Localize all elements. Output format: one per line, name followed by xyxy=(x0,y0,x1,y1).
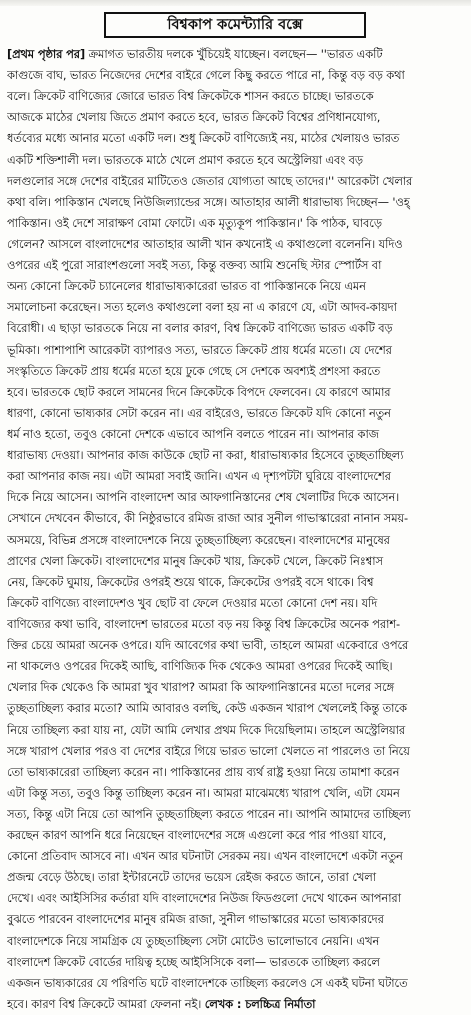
article-line: বলে। ক্রিকেট বাণিজ্যের জোরে ভারত বিশ্ব ক্রিকেটকে শাসন করতে চাচ্ছে। ভারতকে xyxy=(7,89,374,104)
article-lines xyxy=(7,65,465,994)
article-body xyxy=(7,44,465,1015)
article-line: এটা কিন্তু সত্য, তবুও কিন্তু তাচ্ছিল্য করেন না। আমরা মাঝেমধ্যে খারাপ খেলি, এটা যেমন xyxy=(7,785,400,800)
article-line: ওপরের এই পুরো সারাংশগুলো সবই সত্য, কিন্তু বক্তব্য আমি শুনেছি স্টার স্পোর্টস বা xyxy=(7,258,382,273)
article-line: বাণিজ্যের কথা ভাবি, বাংলাদেশ ভারতের মতো বড় নয় কিন্তু বিশ্ব ক্রিকেটের অনেক পরাশ- xyxy=(7,616,400,631)
article-last-line xyxy=(7,994,465,1015)
article-line: তুচ্ছতাচ্ছিল্য করার মতো? আমি আবারও বলছি, কেউ একজন খারাপ খেললেই কিন্তু তাকে xyxy=(7,701,407,716)
article-line: সত্য, কিন্তু এটা নিয়ে তো আপনি তুচ্ছতাচ্ছিল্য করতে পারেন না। আপনি আমাদের তাচ্ছিল্য xyxy=(7,806,411,821)
article-line: সমালোচনা করেছেন। সত্য হলেও কথাগুলো বলা হয় না এ কারণে যে, এটা আদব-কায়দা xyxy=(7,300,397,315)
article-line: খেলার দিক থেকেও কি আমরা খুব খারাপ? আমরা কি আফগানিস্তানের মতো দলের সঙ্গে xyxy=(7,680,395,695)
article-line: দলগুলোর সঙ্গে দেশের বাইরের মাটিতেও জেতার যোগ্যতা আছে তাদের।'' আরেকটা খেলার xyxy=(7,173,413,188)
article-line: ধর্তব্যের মধ্যে আনার মতো একটি দল। শুধু ক্রিকেট বাণিজ্যেই নয়, মাঠের খেলায়ও ভারত xyxy=(7,131,400,146)
article-line: গেলেন? আসলে বাংলাদেশের আতাহার আলী খান কখনোই এ কথাগুলো বলেননি। যদিও xyxy=(7,236,403,251)
article-line: হবে। ভারতকে ছোট করলে সামনের দিনে ক্রিকেটকে বিপদে ফেলবেন। যে কারণে আমার xyxy=(7,384,391,399)
article-line: আজকে মাঠের খেলায় জিতে প্রমাণ করতে হবে, ভারত ক্রিকেট বিশ্বের প্রণিধানযোগ্য, xyxy=(7,110,381,125)
article-line: করছেন কারণ আপনি ধরে নিয়েছেন বাংলাদেশের সঙ্গে এগুলো করে পার পাওয়া যাবে, xyxy=(7,828,387,843)
article-line: পাকিস্তান। ওই দেশে সারাক্ষণ বোমা ফোটে। এক মৃত্যুকূপ পাকিস্তান।' কি পাঠক, ঘাবড়ে xyxy=(7,215,382,230)
article-line: না থাকলেও ওপরের দিকেই আছি, বাণিজ্যিক দিক থেকেও আমরা ওপরের দিকেই আছি। xyxy=(7,659,393,674)
article-line: কোনো প্রতিবাদ আসবে না। এখন আর ঘটনাটা সেরকম নয়। এখন বাংলাদেশে একটা নতুন xyxy=(7,849,403,864)
article-line: ধারণা, কোনো ভাষ্যকার সেটা করেন না। এর বাইরেও, ভারতে ক্রিকেট যদি কোনো নতুন xyxy=(7,405,391,420)
article-line: সঙ্গে খারাপ খেলার পরও বা দেশের বাইরে গিয়ে ভারত ভালো খেলতে না পারলেও তা নিয়ে xyxy=(7,743,410,758)
last-line-text: হবে। কারণ বিশ্ব ক্রিকেটে আমরা ফেলনা নই। xyxy=(7,996,205,1011)
article-line: বুঝতে পারবেন বাংলাদেশের মানুষ রমিজ রাজা, সুনীল গাভাস্কারের মতো ভাষ্যকারদের xyxy=(7,912,384,927)
article-line: কাগুজে বাঘ, ভারত নিজেদের দেশের বাইরে গেলে কিছু করতে পারে না, কিন্তু বড় বড় কথা xyxy=(7,68,405,83)
article-line xyxy=(7,44,465,65)
author-credit: লেখক : চলচ্চিত্র নির্মাতা xyxy=(204,996,316,1011)
article-line: ক্রিকেট বাণিজ্যে বাংলাদেশও খুব ছোট বা ফেলে দেওয়ার মতো কোনো দেশ নয়। যদি xyxy=(7,595,378,610)
article-line: দেখে। এবং আইসিসির কর্তারা যদি বাংলাদেশের নিউজ ফিডগুলো দেখে থাকেন আপনারা xyxy=(7,891,401,906)
article-line: বাংলাদেশ ক্রিকেট বোর্ডের দায়িত্ব হচ্ছে আইসিসিকে বলা— ভারতকে তাচ্ছিল্য করলে xyxy=(7,954,380,969)
continuation-label: [প্রথম পৃষ্ঠার পর] xyxy=(7,47,86,61)
article-line: ভূমিকা। পাশাপাশি আরেকটা ব্যাপারও সত্য, ভারতে ক্রিকেট প্রায় ধর্মের মতো। যে দেশের xyxy=(7,342,392,357)
first-line-text: ক্রমাগত ভারতীয় দলকে খুঁচিয়েই যাচ্ছেন। বলছেন— ''ভারত একটি xyxy=(85,47,383,61)
article-line: বিরোধী। এ ছাড়া ভারতকে নিয়ে না বলার কারণ, বিশ্ব ক্রিকেট বাণিজ্যে ভারত একটি বড় xyxy=(7,321,393,336)
article-title: বিশ্বকাপ কমেন্ট্যারি বক্সে xyxy=(104,12,366,38)
article-line: প্রজন্ম বেড়ে উঠছে। তারা ইন্টারনেটে তাদের ভয়েস রেইজ করতে জানে, তারা খেলা xyxy=(7,870,376,885)
article-line: সেখানে দেখবেন কীভাবে, কী নিষ্ঠুরভাবে রমিজ রাজা আর সুনীল গাভাস্কারেরা নানান সময়- xyxy=(7,511,409,526)
article-line: তো ভাষ্যকারেরা তাচ্ছিল্য করেন না। পাকিস্তানের প্রায় ব্যর্থ রাষ্ট্র হওয়া নিয়ে তামাশা করেন xyxy=(7,764,400,779)
article-line: করা আপনার কাজ নয়। এটা আমরা সবাই জানি। এখন এ দৃশ্যপটটা ঘুরিয়ে বাংলাদেশের xyxy=(7,469,391,484)
article-line: নেয়, ক্রিকেট ঘুমায়, ক্রিকেটের ওপরই শুয়ে থাকে, ক্রিকেটের ওপরই বসে থাকে। বিশ্ব xyxy=(7,574,374,589)
article-line: বাংলাদেশকে নিয়ে সামগ্রিক যে তুচ্ছতাচ্ছিল্য সেটা মোটেও ভালোভাবে নেয়নি। এখন xyxy=(7,933,380,948)
page-top-edge xyxy=(0,0,471,6)
article-line: সংস্কৃতিতে ক্রিকেট প্রায় ধর্মের মতো হয়ে ঢুকে গেছে সে দেশকে অবশ্যই প্রশংসা করতে xyxy=(7,363,381,378)
article-line: অসময়ে, বিভিন্ন প্রসঙ্গে বাংলাদেশকে নিয়ে তুচ্ছতাচ্ছিল্য করেছেন। বাংলাদেশের মানুষের xyxy=(7,532,390,547)
article-line: নিয়ে তাচ্ছিল্য করা যায় না, যেটা আমি লেখার প্রথম দিকে দিয়েছিলাম। তাহলে অস্ট্রেলিয়ার xyxy=(7,722,406,737)
article-line: দিকে নিয়ে আসেন। আপনি বাংলাদেশ আর আফগানিস্তানের শেষ খেলাটির দিকে আসেন। xyxy=(7,490,400,505)
article-line: প্রাণের খেলা ক্রিকেট। বাংলাদেশের মানুষ ক্রিকেট খায়, ক্রিকেট খেলে, ক্রিকেট নিঃশ্বাস xyxy=(7,553,383,568)
article-line: কথা বলি। পাকিস্তান খেলছে নিউজিল্যান্ডের সঙ্গে। আতাহার আলী ধারাভাষ্য দিচ্ছেন— 'ওহ্ xyxy=(7,194,410,209)
article-line: একটি শক্তিশালী দল। ভারতকে মাঠে খেলে প্রমাণ করতে হবে অস্ট্রেলিয়া এবং বড় xyxy=(7,152,363,167)
article-line: অন্য কোনো ক্রিকেট চ্যানেলের ধারাভাষ্যকারেরা ভারত বা পাকিস্তানকে নিয়ে এমন xyxy=(7,279,366,294)
article-line: ধর্ম নাও হতো, তবুও কোনো দেশকে এভাবে আপনি বলতে পারেন না। আপনার কাজ xyxy=(7,426,379,441)
article-line: ক্তির চেয়ে আমরা অনেক ওপরে। যদি আবেগের কথা ভাবী, তাহলে আমরা একেবারে ওপরে xyxy=(7,638,409,653)
article-line: একজন ভাষ্যকারের যে পরিণতি ঘটে বাংলাদেশকে তাচ্ছিল্য করলেও সে একই ঘটনা ঘটাতে xyxy=(7,975,408,990)
article-line: ধারাভাষ্য দেওয়া। আপনার কাজ কাউকে ছোট না করা, ধারাভাষ্যকার হিসেবে তুচ্ছতাচ্ছিল্য xyxy=(7,448,404,463)
